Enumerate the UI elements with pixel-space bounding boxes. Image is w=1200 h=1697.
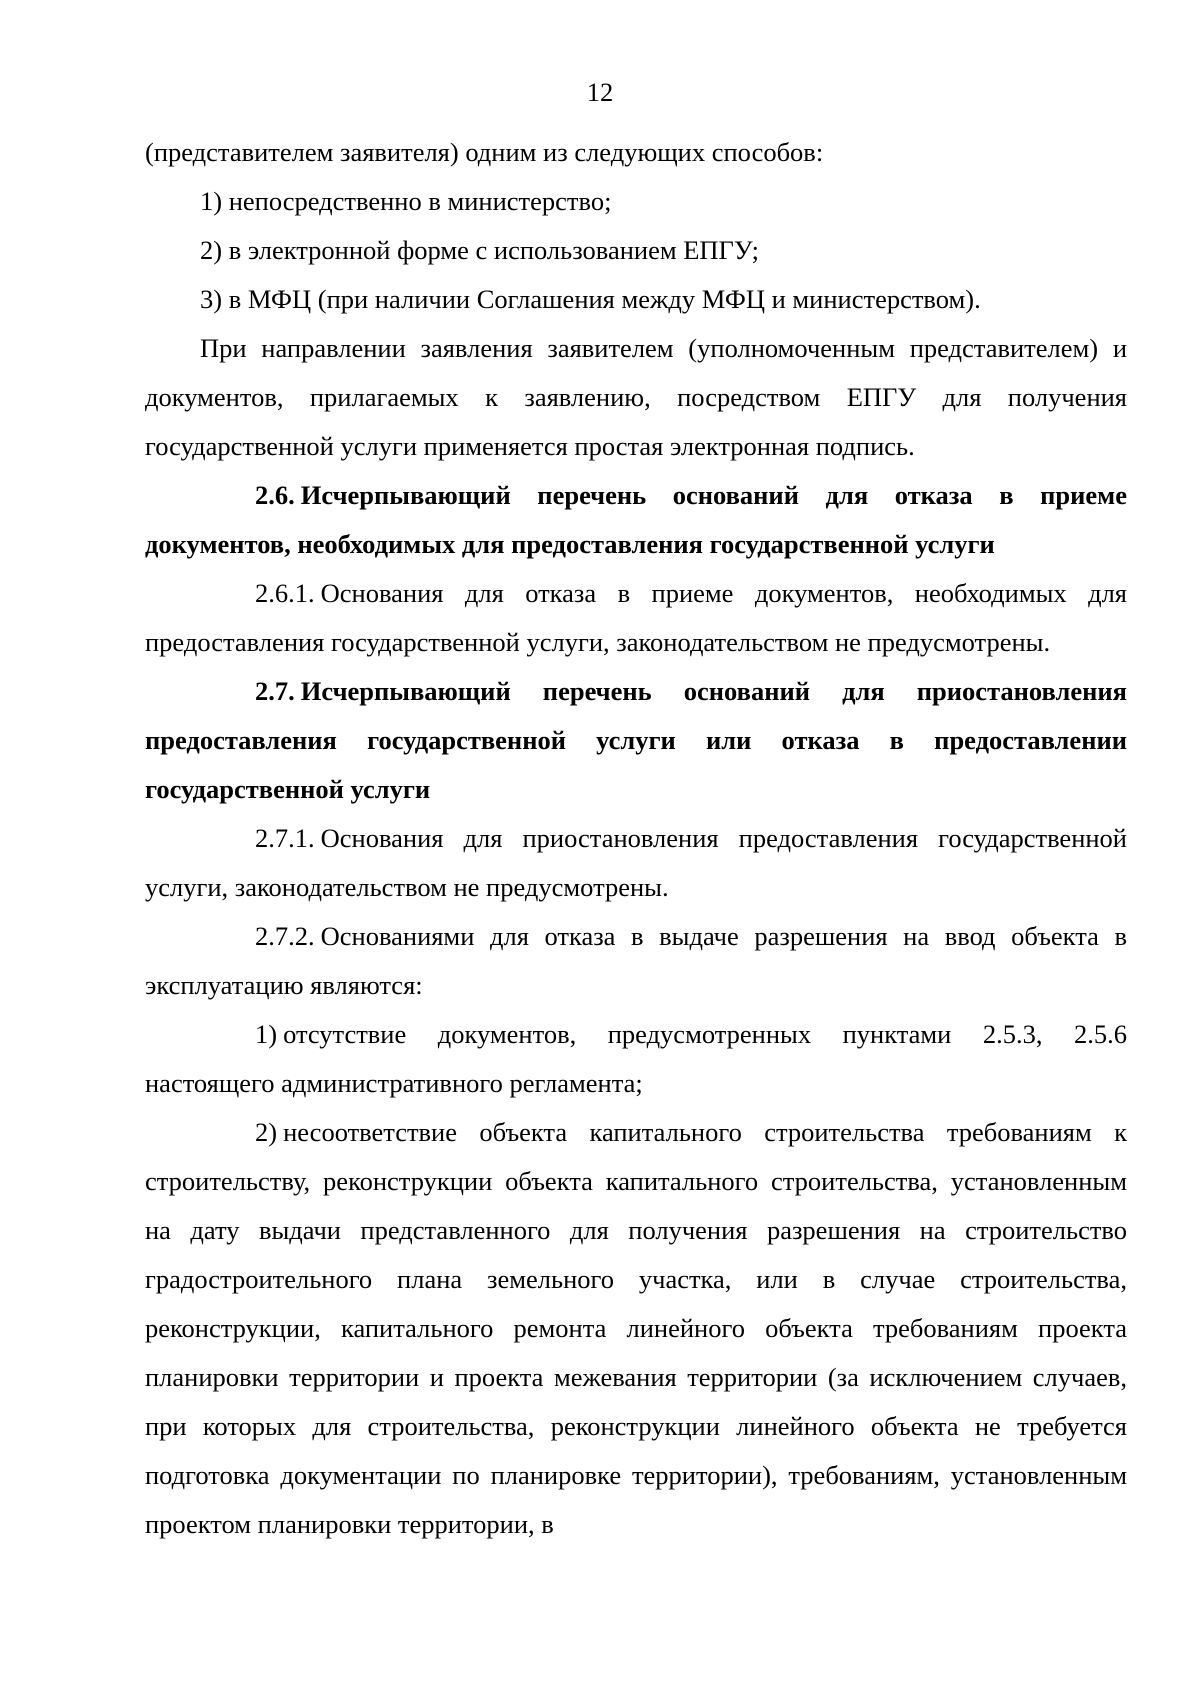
page-number: 12 <box>586 77 614 107</box>
item-number: 2) <box>255 1117 278 1147</box>
clause-number: 2.7.2. <box>255 921 315 951</box>
list-item <box>145 1010 1127 1108</box>
section-title: Исчерпывающий перечень оснований для приостановления предоставления государственной услуги или отказа в предоставлении государственной услуги <box>145 676 1127 804</box>
clause-text: Основания для приостановления предоставления государственной услуги, законодательством не предусмотрены. <box>145 823 1127 902</box>
section-number: 2.7. <box>255 676 295 706</box>
clause-number: 2.7.1. <box>255 823 315 853</box>
section-number: 2.6. <box>255 480 295 510</box>
clause-text: Основания для отказа в приеме документов, необходимых для предоставления государственной услуги, законодательством не предусмотрены. <box>145 578 1127 657</box>
document-body <box>145 128 1127 1549</box>
section-heading-2-7 <box>145 667 1127 814</box>
list-item: 2) в электронной форме с использованием ЕПГУ; <box>200 235 759 265</box>
paragraph-electronic-signature: При направлении заявления заявителем (уполномоченным представителем) и документов, прилагаемых к заявлению, посредством ЕПГУ для получения государственной услуги применяется простая электронная подпись. <box>145 333 1127 461</box>
paragraph-2-7-2 <box>145 912 1127 1010</box>
paragraph-2-7-1 <box>145 814 1127 912</box>
section-title: Исчерпывающий перечень оснований для отказа в приеме документов, необходимых для предоставления государственной услуги <box>145 480 1127 559</box>
item-text: несоответствие объекта капитального строительства требованиям к строительству, реконструкции объекта капитального строительства, установленным на дату выдачи представленного для получения разрешения на строительство градостроительного плана земельного участка, или в случае строительства, реконструкции, капитального ремонта линейного объекта требованиям проекта планировки территории и проекта межевания территории (за исключением случаев, при которых для строительства, реконструкции линейного объекта не требуется подготовка документации по планировке территории), требованиям, установленным проектом планировки территории, в <box>145 1117 1127 1539</box>
item-number: 1) <box>255 1019 278 1049</box>
paragraph-2-6-1 <box>145 569 1127 667</box>
list-item: 1) непосредственно в министерство; <box>200 186 612 216</box>
clause-number: 2.6.1. <box>255 578 315 608</box>
paragraph-continuation: (представителем заявителя) одним из следующих способов: <box>145 137 824 167</box>
clause-text: Основаниями для отказа в выдаче разрешения на ввод объекта в эксплуатацию являются: <box>145 921 1127 1000</box>
section-heading-2-6 <box>145 471 1127 569</box>
list-item: 3) в МФЦ (при наличии Соглашения между МФЦ и министерством). <box>200 284 981 314</box>
list-item <box>145 1108 1127 1549</box>
item-text: отсутствие документов, предусмотренных пунктами 2.5.3, 2.5.6 настоящего административного регламента; <box>145 1019 1127 1098</box>
